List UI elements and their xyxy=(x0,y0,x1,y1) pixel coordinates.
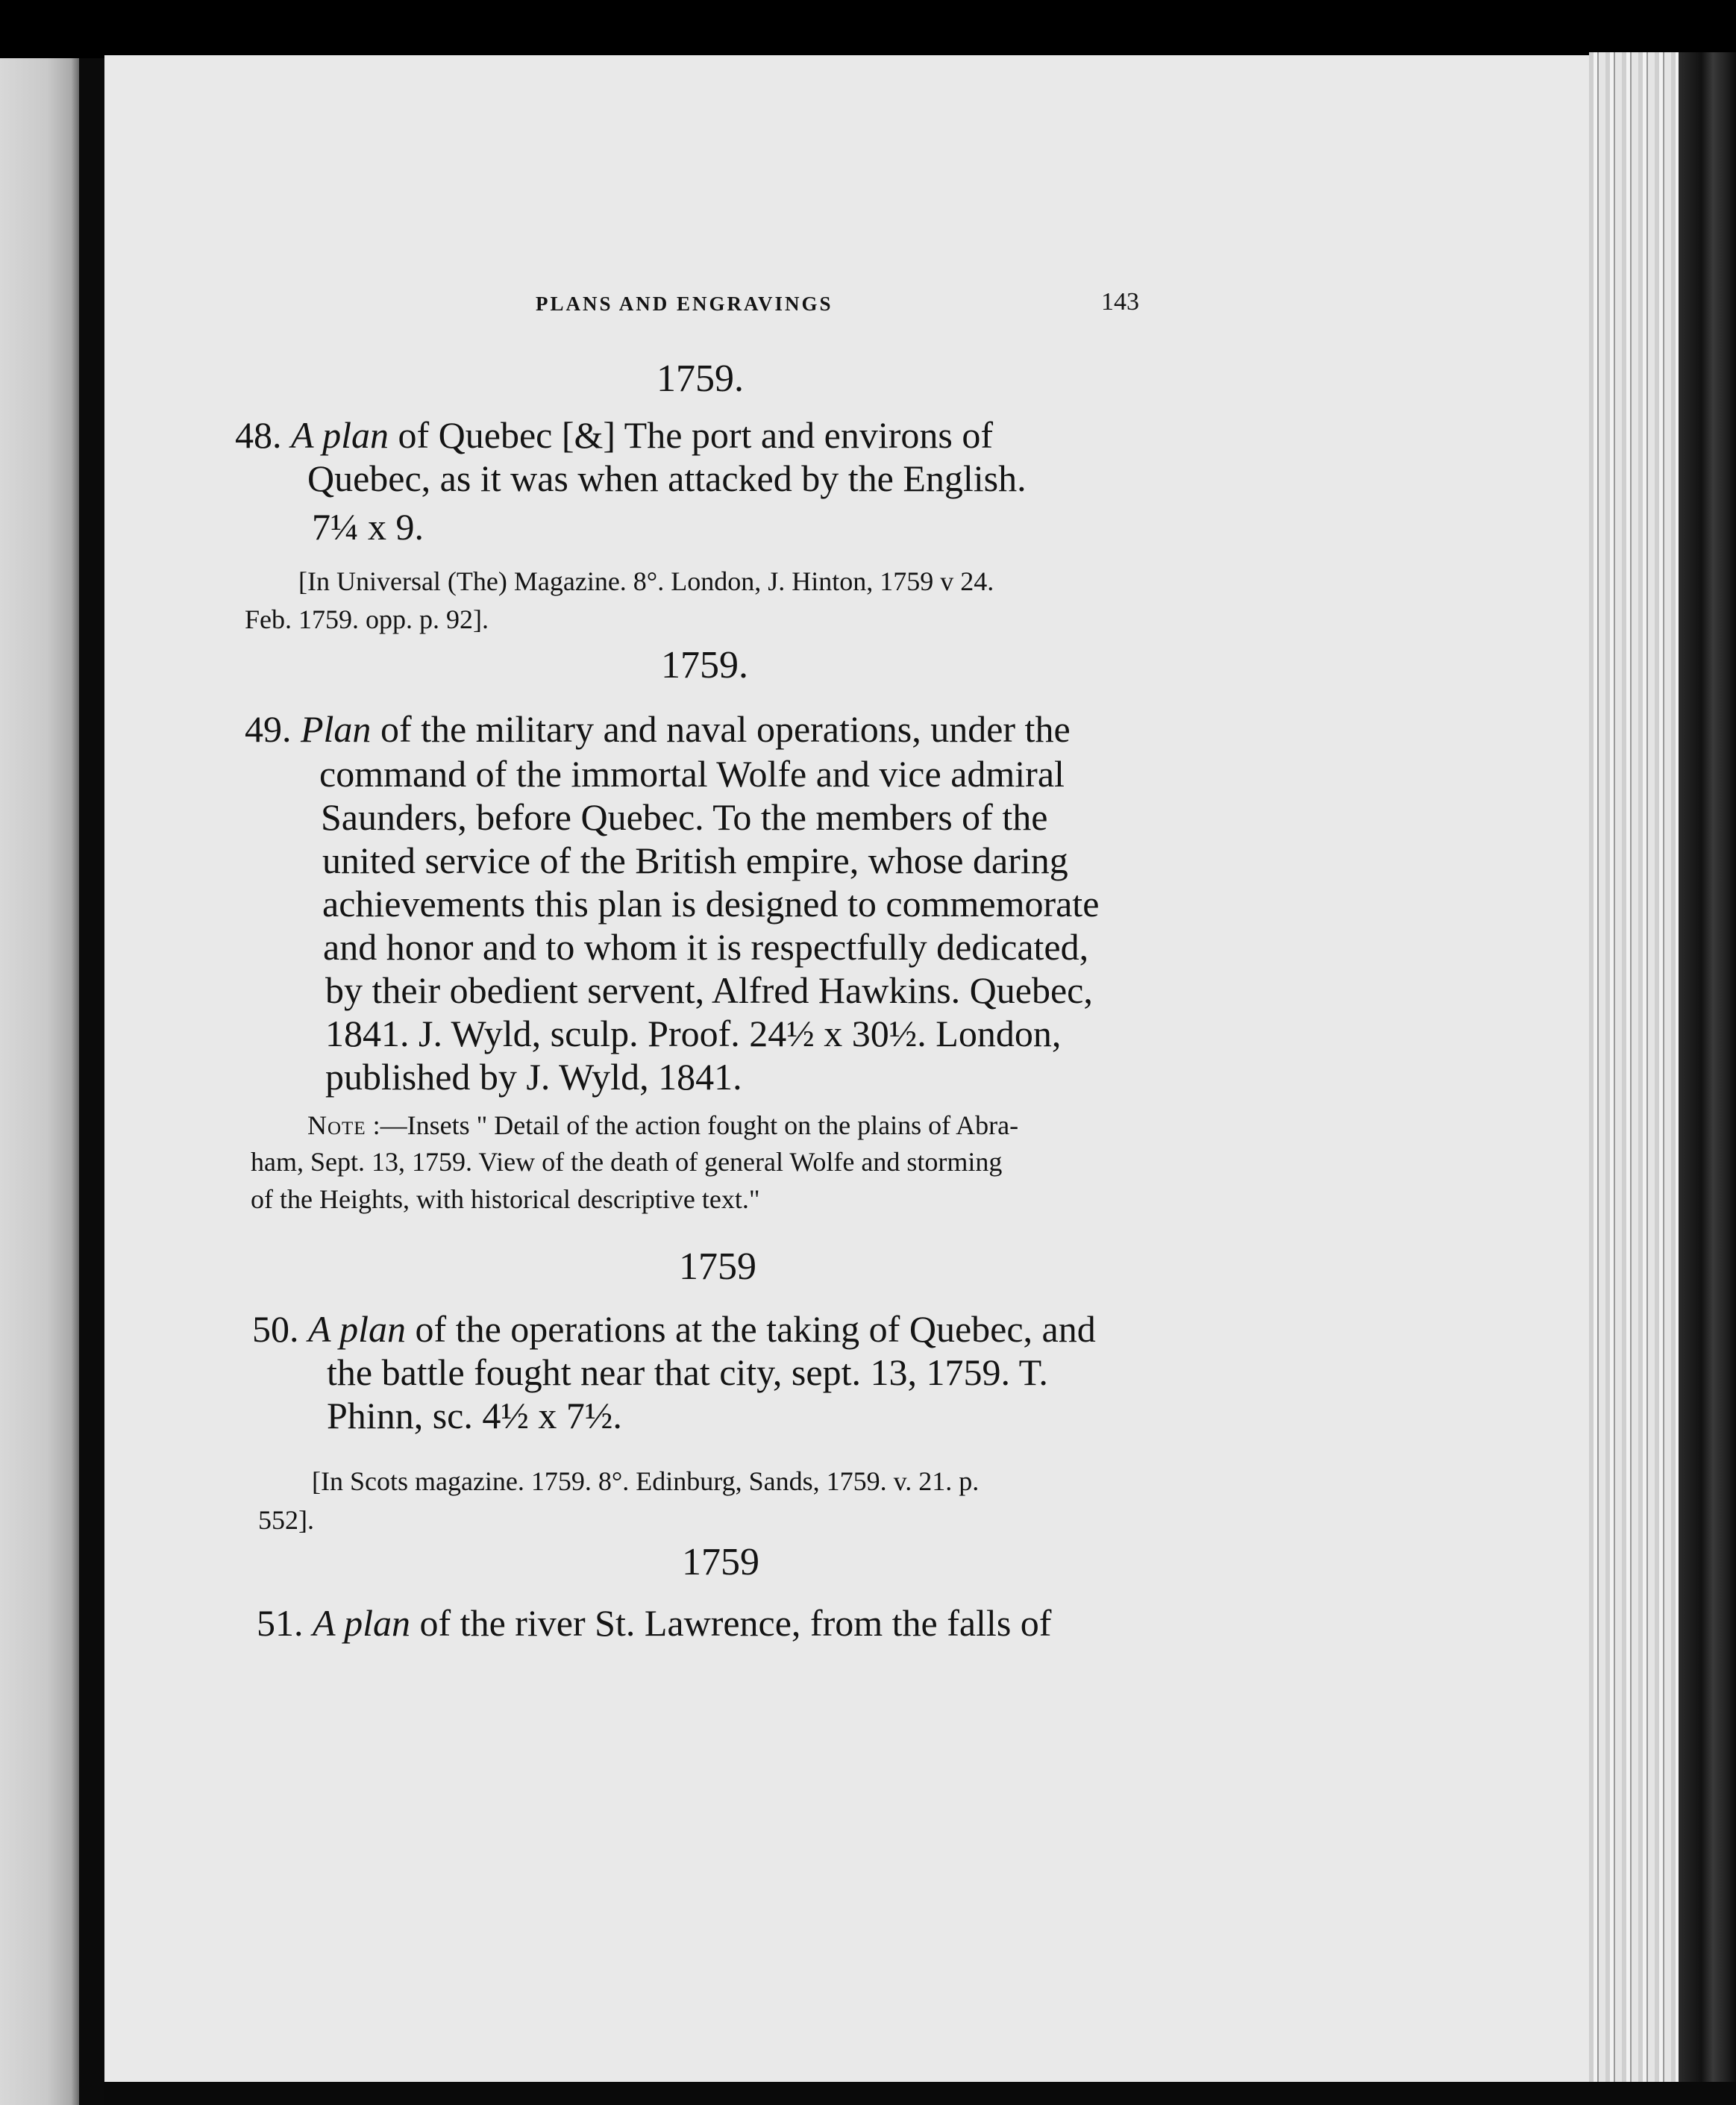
entry-text: of the river St. Lawrence, from the falls of xyxy=(410,1602,1052,1644)
running-title: PLANS AND ENGRAVINGS xyxy=(536,293,833,315)
entry-number: 51. xyxy=(257,1602,304,1644)
scan-border-bottom xyxy=(104,2082,1736,2105)
scan-border-top xyxy=(0,0,1736,58)
entry-number: 49. xyxy=(245,708,292,750)
entry-49-line-8: 1841. J. Wyld, sculp. Proof. 24½ x 30½. London, xyxy=(325,1013,1062,1054)
entry-50-line-1 xyxy=(252,1307,1096,1351)
entry-title-italic: A plan xyxy=(313,1602,411,1644)
citation-line-2: 552]. xyxy=(258,1505,314,1535)
entry-year: 1759 xyxy=(682,1541,759,1583)
entry-49-line-4: united service of the British empire, whose daring xyxy=(322,839,1068,881)
note-line-2: ham, Sept. 13, 1759. View of the death of general Wolfe and storming xyxy=(251,1147,1003,1177)
entry-year: 1759 xyxy=(679,1245,756,1288)
entry-49-line-6: and honor and to whom it is respectfully dedicated, xyxy=(323,926,1089,968)
entry-49-line-5: achievements this plan is designed to commemorate xyxy=(322,883,1100,925)
note-line-1 xyxy=(307,1105,1018,1145)
entry-text: of Quebec [&] The port and environs of xyxy=(389,414,993,456)
entry-48-line-2: Quebec, as it was when attacked by the English. xyxy=(307,457,1027,499)
note-label: Note xyxy=(307,1110,366,1140)
book-gutter xyxy=(79,58,104,2105)
entry-50-line-3: Phinn, sc. 4½ x 7½. xyxy=(327,1395,622,1436)
entry-year: 1759. xyxy=(661,644,748,686)
facing-page-edge xyxy=(0,58,79,2105)
entry-49-line-7: by their obedient servent, Alfred Hawkins. Quebec, xyxy=(325,969,1093,1011)
entry-text: of the operations at the taking of Quebec, and xyxy=(406,1308,1096,1350)
citation-line-1: [In Universal (The) Magazine. 8°. London, J. Hinton, 1759 v 24. xyxy=(298,566,994,596)
entry-51-line-1 xyxy=(257,1601,1051,1645)
entry-49-line-9: published by J. Wyld, 1841. xyxy=(325,1056,742,1098)
entry-title-italic: A plan xyxy=(291,414,389,456)
entry-title-italic: A plan xyxy=(308,1308,407,1350)
entry-48-line-1 xyxy=(235,413,993,457)
note-line-3: of the Heights, with historical descriptive text." xyxy=(251,1184,760,1214)
page-number: 143 xyxy=(1101,288,1139,316)
entry-number: 48. xyxy=(235,414,282,456)
citation-line-1: [In Scots magazine. 1759. 8°. Edinburg, Sands, 1759. v. 21. p. xyxy=(312,1466,980,1496)
citation-line-2: Feb. 1759. opp. p. 92]. xyxy=(245,604,489,634)
entry-49-line-3: Saunders, before Quebec. To the members of the xyxy=(321,796,1048,838)
entry-number: 50. xyxy=(252,1308,299,1350)
entry-49-line-2: command of the immortal Wolfe and vice admiral xyxy=(319,753,1065,795)
entry-text: of the military and naval operations, under the xyxy=(371,708,1071,750)
book-cover-edge xyxy=(1679,52,1736,2105)
entry-50-line-2: the battle fought near that city, sept. 13, 1759. T. xyxy=(327,1351,1048,1393)
entry-49-line-1 xyxy=(245,707,1071,751)
entry-title-italic: Plan xyxy=(301,708,372,750)
entry-year: 1759. xyxy=(657,357,744,400)
note-text: :—Insets " Detail of the action fought on the plains of Abra- xyxy=(366,1110,1019,1140)
entry-48-line-3: 7¼ x 9. xyxy=(312,506,424,548)
